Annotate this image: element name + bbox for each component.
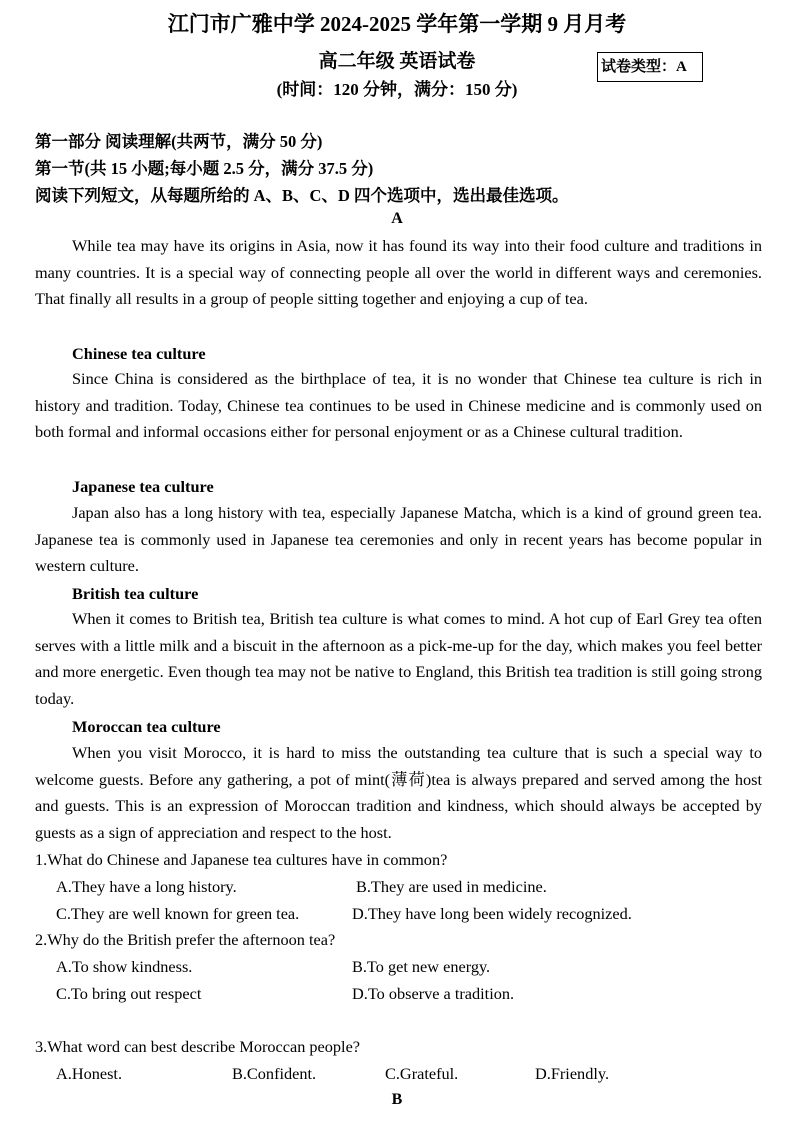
question-2-option-c[interactable]: C.To bring out respect	[56, 984, 202, 1003]
question-1-stem: 1.What do Chinese and Japanese tea cultures have in common?	[35, 850, 448, 869]
section-text-british: When it comes to British tea, British tea culture is what comes to mind. A hot cup of Earl Grey tea often serves with a little milk and a biscuit in the afternoon as a pick-me-up for the day, which makes you feel better and more energetic. Even though tea may not be native to England, this British tea tradition is still going strong today.	[35, 609, 762, 709]
exam-title: 江门市广雅中学 2024-2025 学年第一学期 9 月月考	[167, 12, 627, 36]
section-heading-chinese: Chinese tea culture	[72, 344, 206, 363]
question-3-option-c[interactable]: C.Grateful.	[385, 1064, 459, 1083]
question-2-option-a[interactable]: A.To show kindness.	[56, 957, 193, 976]
passage-a-label: A	[391, 210, 403, 227]
exam-time-info: (时间：120 分钟，满分：150 分)	[276, 80, 518, 99]
question-3-option-a[interactable]: A.Honest.	[56, 1064, 123, 1083]
question-1-option-a[interactable]: A.They have a long history.	[56, 877, 237, 896]
part1-heading: 第一部分 阅读理解(共两节，满分 50 分)	[35, 132, 323, 151]
question-2-option-b[interactable]: B.To get new energy.	[352, 957, 491, 976]
question-3-option-b[interactable]: B.Confident.	[232, 1064, 317, 1083]
question-2-stem: 2.Why do the British prefer the afternoon tea?	[35, 930, 336, 949]
exam-subtitle: 高二年级 英语试卷	[318, 51, 476, 72]
instruction: 阅读下列短文，从每题所给的 A、B、C、D 四个选项中，选出最佳选项。	[35, 186, 569, 205]
question-2-option-d[interactable]: D.To observe a tradition.	[352, 984, 515, 1003]
passage-b-label: B	[391, 1091, 403, 1108]
question-1-option-b[interactable]: B.They are used in medicine.	[356, 877, 547, 896]
section-heading-british: British tea culture	[72, 584, 199, 603]
question-3-stem: 3.What word can best describe Moroccan people?	[35, 1037, 361, 1056]
section1-heading: 第一节(共 15 小题;每小题 2.5 分，满分 37.5 分)	[35, 159, 374, 178]
section-text-japanese: Japan also has a long history with tea, especially Japanese Matcha, which is a kind of ground green tea. Japanese tea is commonly used in Japanese tea ceremonies and only in recent years has become popular in western culture.	[35, 503, 762, 576]
section-text-chinese: Since China is considered as the birthplace of tea, it is no wonder that Chinese tea culture is rich in history and tradition. Today, Chinese tea continues to be used in Chinese medicine and is commonly used on both formal and informal occasions either for personal enjoyment or as a Chinese cultural tradition.	[35, 369, 762, 442]
question-3-option-d[interactable]: D.Friendly.	[535, 1064, 610, 1083]
passage-a-intro: While tea may have its origins in Asia, now it has found its way into their food culture and traditions in many countries. It is a special way of connecting people all over the world in different ways and ceremonies. That finally all results in a group of people sitting together and enjoying a cup of tea.	[35, 236, 762, 309]
paper-type-box: 试卷类型：A	[597, 52, 703, 82]
section-heading-moroccan: Moroccan tea culture	[72, 717, 221, 736]
question-1-option-d[interactable]: D.They have long been widely recognized.	[352, 904, 632, 923]
question-1-option-c[interactable]: C.They are well known for green tea.	[56, 904, 300, 923]
section-text-moroccan: When you visit Morocco, it is hard to miss the outstanding tea culture that is such a special way to welcome guests. Before any gathering, a pot of mint(薄荷)tea is always prepared and served among the host and guests. This is an expression of Moroccan tradition and kindness, which should always be accepted by guests as a sign of appreciation and respect to the host.	[35, 743, 762, 843]
section-heading-japanese: Japanese tea culture	[72, 477, 214, 496]
